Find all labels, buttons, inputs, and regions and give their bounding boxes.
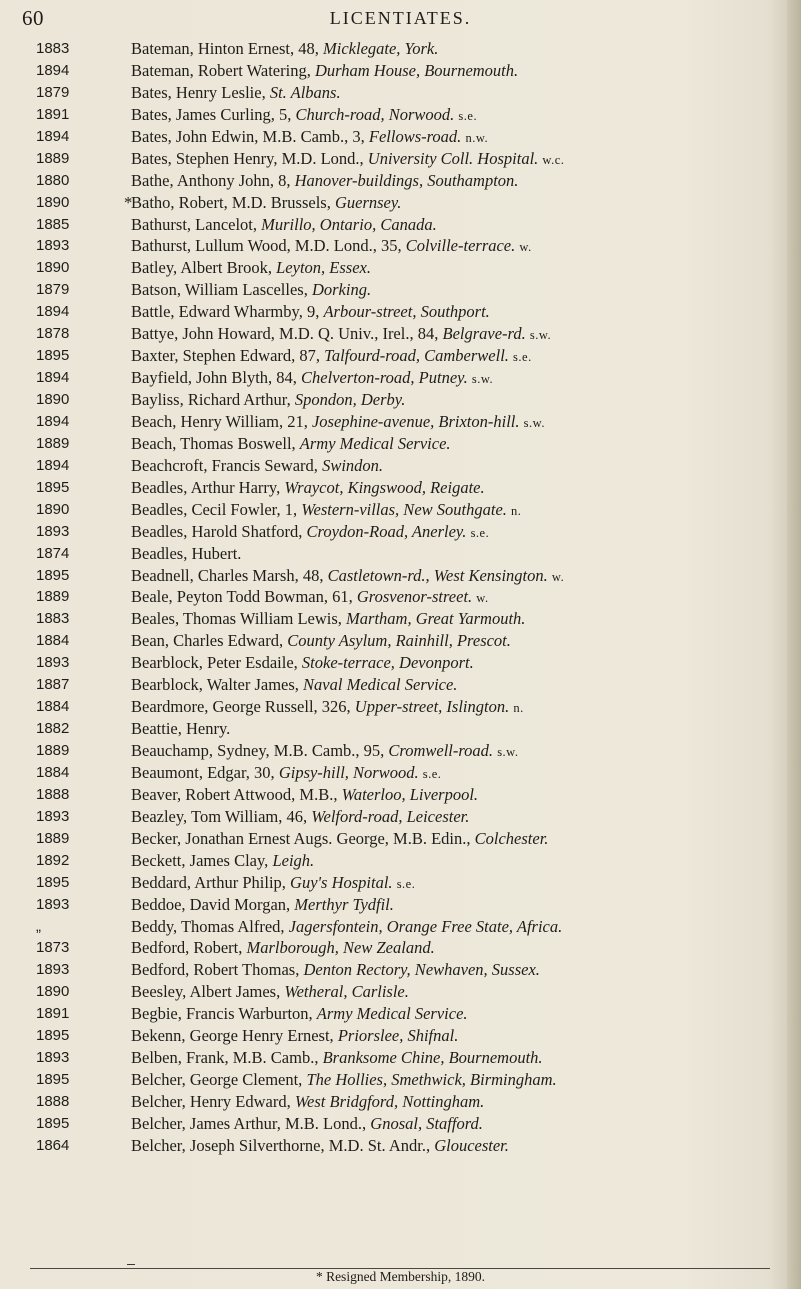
licentiate-address: Welford-road, Leicester. bbox=[311, 806, 470, 826]
list-item bbox=[0, 148, 790, 170]
list-item bbox=[0, 323, 790, 345]
postal-district: s.e. bbox=[422, 766, 442, 781]
entry-text bbox=[131, 762, 441, 786]
licentiate-address: The Hollies, Smethwick, Birmingham. bbox=[306, 1070, 557, 1090]
entry-text bbox=[131, 126, 488, 150]
licence-year: 1873 bbox=[36, 939, 70, 957]
entry-text bbox=[131, 543, 241, 565]
list-item bbox=[0, 543, 790, 565]
licentiate-address: Church-road, Norwood. bbox=[295, 104, 455, 124]
licentiate-name: Bates, John Edwin, M.B. Camb., 3, bbox=[131, 126, 369, 146]
licentiate-address: Army Medical Service. bbox=[316, 1004, 468, 1024]
licentiate-address: Josephine-avenue, Brixton-hill. bbox=[311, 411, 520, 431]
licentiate-name: Beadles, Arthur Harry, bbox=[131, 477, 285, 497]
licentiate-address: Spondon, Derby. bbox=[294, 390, 406, 409]
entry-text bbox=[131, 192, 401, 214]
licence-year: 1895 bbox=[36, 1027, 70, 1045]
entry-text bbox=[131, 1135, 509, 1157]
postal-district: s.e. bbox=[458, 108, 478, 123]
licentiate-name: Beach, Thomas Boswell, bbox=[131, 433, 300, 453]
licentiate-name: Battle, Edward Wharmby, 9, bbox=[131, 302, 324, 322]
licentiate-address: Merthyr Tydfil. bbox=[294, 894, 394, 914]
entry-text bbox=[131, 1069, 557, 1091]
list-item bbox=[0, 718, 790, 740]
list-item bbox=[0, 411, 790, 433]
licentiate-name: Beazley, Tom William, 46, bbox=[131, 806, 312, 826]
licentiate-name: Belcher, Joseph Silverthorne, M.D. St. Andr., bbox=[131, 1135, 435, 1155]
licentiate-name: Bates, Stephen Henry, M.D. Lond., bbox=[131, 148, 368, 168]
licence-year: 1880 bbox=[36, 171, 70, 189]
postal-district: s.w. bbox=[523, 415, 545, 430]
list-item bbox=[0, 674, 790, 696]
list-item bbox=[0, 828, 790, 850]
entry-text bbox=[131, 148, 564, 172]
licentiate-address: Martham, Great Yarmouth. bbox=[346, 609, 526, 629]
list-item bbox=[0, 301, 790, 323]
entry-text bbox=[131, 455, 383, 477]
licentiate-address: Croydon-Road, Anerley. bbox=[306, 521, 467, 541]
entry-text bbox=[131, 784, 478, 806]
licence-year: 1894 bbox=[36, 127, 70, 145]
entry-text bbox=[131, 937, 435, 959]
list-item bbox=[0, 126, 790, 148]
licentiate-address: Swindon. bbox=[322, 455, 384, 475]
licentiate-address: Belgrave-rd. bbox=[442, 324, 526, 344]
licence-year: 1891 bbox=[36, 105, 70, 123]
licence-year: 1874 bbox=[36, 544, 70, 562]
licentiate-address: Colville-terrace. bbox=[405, 236, 516, 256]
postal-district: n.w. bbox=[465, 130, 489, 145]
list-item bbox=[0, 389, 790, 411]
licence-year: 1890 bbox=[36, 259, 70, 277]
list-item bbox=[0, 60, 790, 82]
licence-year: 1883 bbox=[36, 40, 70, 57]
licence-year: 1878 bbox=[36, 325, 70, 343]
list-item bbox=[0, 455, 790, 477]
licentiate-address: Branksome Chine, Bournemouth. bbox=[322, 1048, 543, 1068]
licentiate-address: Guernsey. bbox=[334, 192, 402, 212]
list-item bbox=[0, 696, 790, 718]
postal-district: n. bbox=[513, 701, 524, 716]
licentiate-name: Bathe, Anthony John, 8, bbox=[131, 170, 295, 190]
list-item bbox=[0, 1135, 790, 1157]
list-item bbox=[0, 630, 790, 652]
licentiate-address: Micklegate, York. bbox=[323, 39, 439, 58]
licence-year: 1895 bbox=[36, 347, 70, 365]
licentiate-name: Bedford, Robert Thomas, bbox=[131, 960, 304, 980]
licentiate-name: Beardmore, George Russell, 326, bbox=[131, 697, 355, 717]
licentiate-name: Beachcroft, Francis Seward, bbox=[131, 455, 323, 475]
licentiate-name: Bateman, Robert Watering, bbox=[131, 60, 315, 80]
licentiate-address: County Asylum, Rainhill, Prescot. bbox=[287, 631, 511, 651]
licentiate-address: Arbour-street, Southport. bbox=[323, 302, 490, 322]
entry-text bbox=[131, 433, 451, 455]
list-item bbox=[0, 1113, 790, 1135]
licentiate-address: University Coll. Hospital. bbox=[367, 148, 539, 168]
list-item bbox=[0, 1025, 790, 1047]
licence-year: 1889 bbox=[36, 434, 70, 452]
licentiate-name: Belcher, Henry Edward, bbox=[131, 1092, 295, 1111]
licence-year: 1889 bbox=[36, 149, 70, 167]
list-item bbox=[0, 235, 790, 257]
licentiate-address: Gnosal, Stafford. bbox=[370, 1113, 483, 1133]
licentiate-name: Beales, Thomas William Lewis, bbox=[131, 609, 347, 629]
licentiate-address: Wetheral, Carlisle. bbox=[284, 982, 409, 1002]
licentiate-name: Belcher, James Arthur, M.B. Lond., bbox=[131, 1113, 371, 1133]
licence-year: 1879 bbox=[36, 281, 70, 299]
licentiate-name: Beddy, Thomas Alfred, bbox=[131, 916, 289, 936]
running-head: LICENTIATES. bbox=[329, 8, 472, 28]
entry-text bbox=[131, 38, 438, 60]
licence-year: 1884 bbox=[36, 763, 70, 781]
licence-year: 1893 bbox=[36, 807, 70, 825]
postal-district: w.c. bbox=[542, 152, 565, 167]
entry-text bbox=[131, 565, 564, 589]
licentiate-name: Becker, Jonathan Ernest Augs. George, M.B. Edin., bbox=[131, 828, 475, 848]
entry-text bbox=[131, 916, 562, 938]
entry-text bbox=[131, 257, 371, 279]
licentiate-address: Marlborough, New Zealand. bbox=[246, 938, 435, 958]
licence-year: „ bbox=[36, 917, 41, 935]
licence-year: 1892 bbox=[36, 851, 70, 869]
list-item bbox=[0, 959, 790, 981]
list-item bbox=[0, 521, 790, 543]
licence-year: 1888 bbox=[36, 1093, 70, 1110]
licence-year: 1893 bbox=[36, 1049, 70, 1067]
resigned-mark: * bbox=[124, 192, 133, 212]
licence-year: 1893 bbox=[36, 522, 70, 540]
licentiate-address: Waterloo, Liverpool. bbox=[341, 784, 479, 804]
list-item bbox=[0, 192, 790, 214]
list-item bbox=[0, 850, 790, 872]
list-item bbox=[0, 784, 790, 806]
licentiate-name: Belcher, George Clement, bbox=[131, 1070, 307, 1090]
licence-year: 1893 bbox=[36, 237, 70, 255]
licence-year: 1890 bbox=[36, 983, 70, 1001]
entry-text bbox=[131, 586, 489, 610]
licentiate-name: Begbie, Francis Warburton, bbox=[131, 1004, 317, 1024]
entry-text bbox=[131, 1113, 483, 1135]
list-item bbox=[0, 82, 790, 104]
licence-year: 1885 bbox=[36, 215, 70, 233]
entry-text bbox=[131, 170, 518, 192]
postal-district: s.w. bbox=[497, 745, 519, 759]
entry-text bbox=[131, 1025, 458, 1047]
licentiate-address: West Bridgford, Nottingham. bbox=[294, 1092, 485, 1111]
list-item bbox=[0, 806, 790, 828]
licence-year: 1884 bbox=[36, 632, 70, 650]
licentiate-name: Beattie, Henry. bbox=[131, 719, 231, 739]
list-item bbox=[0, 433, 790, 455]
entry-text bbox=[131, 367, 493, 391]
list-item bbox=[0, 257, 790, 279]
entry-text bbox=[131, 499, 521, 523]
licence-year: 1893 bbox=[36, 895, 70, 913]
licentiate-name: Baxter, Stephen Edward, 87, bbox=[131, 346, 325, 366]
licentiate-name: Beale, Peyton Todd Bowman, 61, bbox=[131, 587, 357, 607]
licentiate-address: Leyton, Essex. bbox=[276, 258, 371, 278]
licentiate-name: Beesley, Albert James, bbox=[131, 982, 285, 1002]
list-item bbox=[0, 981, 790, 1003]
licence-year: 1889 bbox=[36, 742, 70, 759]
entry-text bbox=[131, 279, 371, 301]
licentiate-address: Colchester. bbox=[474, 828, 549, 848]
licentiate-name: Beauchamp, Sydney, M.B. Camb., 95, bbox=[131, 741, 389, 760]
licentiate-name: Bayfield, John Blyth, 84, bbox=[131, 368, 302, 388]
licence-year: 1894 bbox=[36, 61, 70, 79]
entry-text bbox=[131, 477, 485, 499]
licentiate-address: St. Albans. bbox=[269, 82, 341, 102]
list-item bbox=[0, 1003, 790, 1025]
licentiate-name: Batho, Robert, M.D. Brussels, bbox=[131, 192, 335, 212]
licentiate-name: Beaumont, Edgar, 30, bbox=[131, 762, 279, 782]
list-item bbox=[0, 1091, 790, 1113]
list-item bbox=[0, 608, 790, 630]
licence-year: 1895 bbox=[36, 873, 70, 891]
licentiate-name: Bates, Henry Leslie, bbox=[131, 82, 270, 102]
licentiate-name: Battye, John Howard, M.D. Q. Univ., Irel., 84, bbox=[131, 324, 443, 344]
licentiate-name: Beckett, James Clay, bbox=[131, 850, 273, 870]
list-item bbox=[0, 1069, 790, 1091]
licence-year: 1891 bbox=[36, 1005, 70, 1023]
list-item bbox=[0, 1047, 790, 1069]
licentiate-address: Stoke-terrace, Devonport. bbox=[301, 653, 474, 673]
licence-year: 1884 bbox=[36, 698, 70, 716]
licentiate-name: Bathurst, Lancelot, bbox=[131, 214, 262, 234]
list-item bbox=[0, 894, 790, 916]
licence-year: 1883 bbox=[36, 610, 70, 628]
licentiate-name: Belben, Frank, M.B. Camb., bbox=[131, 1048, 323, 1068]
licentiate-address: Jagersfontein, Orange Free State, Africa. bbox=[288, 916, 563, 936]
entry-text bbox=[131, 696, 524, 720]
entry-text bbox=[131, 959, 540, 981]
licentiate-name: Beadles, Hubert. bbox=[131, 543, 242, 563]
entry-text bbox=[131, 301, 490, 323]
list-item bbox=[0, 214, 790, 236]
licentiate-address: Priorslee, Shifnal. bbox=[337, 1026, 459, 1046]
postal-district: w. bbox=[551, 569, 565, 584]
licence-year: 1895 bbox=[36, 1114, 70, 1132]
list-item bbox=[0, 586, 790, 608]
entry-text bbox=[131, 235, 532, 259]
licence-year: 1894 bbox=[36, 456, 70, 474]
postal-district: w. bbox=[519, 240, 532, 255]
licentiate-address: Denton Rectory, Newhaven, Sussex. bbox=[303, 960, 540, 980]
entry-text bbox=[131, 718, 230, 740]
list-item bbox=[0, 565, 790, 587]
licentiate-name: Bates, James Curling, 5, bbox=[131, 104, 296, 124]
licence-year: 1890 bbox=[36, 391, 70, 408]
list-item bbox=[0, 367, 790, 389]
list-item bbox=[0, 104, 790, 126]
entry-text bbox=[131, 411, 545, 435]
entry-text bbox=[131, 323, 551, 347]
entry-text bbox=[131, 345, 532, 369]
licentiate-address: Grosvenor-street. bbox=[356, 587, 473, 607]
licentiate-name: Bekenn, George Henry Ernest, bbox=[131, 1026, 338, 1046]
licentiates-list bbox=[0, 38, 790, 1157]
entry-text bbox=[131, 740, 519, 764]
licentiate-address: Durham House, Bournemouth. bbox=[314, 60, 519, 80]
entry-text bbox=[131, 1003, 468, 1025]
postal-district: w. bbox=[476, 591, 489, 606]
entry-text bbox=[131, 652, 474, 674]
licence-year: 1889 bbox=[36, 829, 70, 847]
licentiate-name: Beaver, Robert Attwood, M.B., bbox=[131, 784, 342, 804]
licentiate-name: Beadles, Harold Shatford, bbox=[131, 521, 307, 541]
postal-district: s.w. bbox=[529, 328, 552, 343]
postal-district: n. bbox=[511, 503, 522, 518]
list-item bbox=[0, 652, 790, 674]
licentiate-name: Beadnell, Charles Marsh, 48, bbox=[131, 565, 328, 585]
licentiate-name: Beddard, Arthur Philip, bbox=[131, 872, 291, 892]
licentiate-name: Beddoe, David Morgan, bbox=[131, 894, 295, 914]
licentiate-name: Beach, Henry William, 21, bbox=[131, 411, 312, 431]
licentiate-name: Bathurst, Lullum Wood, M.D. Lond., 35, bbox=[131, 236, 406, 256]
licence-year: 1864 bbox=[36, 1136, 70, 1154]
list-item bbox=[0, 499, 790, 521]
entry-text bbox=[131, 214, 437, 236]
licentiate-address: Upper-street, Islington. bbox=[354, 697, 510, 717]
footnote: * Resigned Membership, 1890. bbox=[315, 1269, 486, 1284]
list-item bbox=[0, 170, 790, 192]
entry-text bbox=[131, 872, 415, 896]
postal-district: s.e. bbox=[513, 350, 532, 365]
licence-year: 1879 bbox=[36, 83, 70, 101]
licence-year: 1894 bbox=[36, 369, 70, 387]
licence-year: 1894 bbox=[36, 412, 70, 430]
licentiate-address: Gloucester. bbox=[434, 1135, 509, 1155]
licence-year: 1894 bbox=[36, 303, 70, 321]
entry-text bbox=[131, 674, 457, 696]
entry-text bbox=[131, 806, 469, 828]
licentiate-address: Murillo, Ontario, Canada. bbox=[261, 214, 437, 234]
licentiate-name: Beadles, Cecil Fowler, 1, bbox=[131, 499, 302, 519]
licence-year: 1888 bbox=[36, 785, 70, 803]
postal-district: s.e. bbox=[470, 525, 490, 540]
licentiate-address: Talfourd-road, Camberwell. bbox=[324, 346, 509, 366]
entry-text bbox=[131, 828, 548, 850]
entry-text bbox=[131, 894, 394, 916]
list-item bbox=[0, 477, 790, 499]
licence-year: 1890 bbox=[36, 193, 70, 211]
licence-year: 1895 bbox=[36, 1071, 70, 1089]
licentiate-address: Castletown-rd., West Kensington. bbox=[327, 565, 548, 585]
licentiate-name: Batson, William Lascelles, bbox=[131, 280, 312, 300]
licentiate-address: Hanover-buildings, Southampton. bbox=[294, 170, 519, 190]
licentiate-address: Chelverton-road, Putney. bbox=[301, 368, 468, 388]
licentiate-address: Western-villas, New Southgate. bbox=[301, 499, 507, 519]
licence-year: 1895 bbox=[36, 566, 70, 584]
licentiate-address: Guy's Hospital. bbox=[290, 872, 393, 892]
page-number: 60 bbox=[22, 6, 44, 30]
list-end-rule bbox=[127, 1264, 135, 1265]
licence-year: 1893 bbox=[36, 961, 70, 979]
licence-year: 1893 bbox=[36, 654, 70, 672]
licentiate-name: Batley, Albert Brook, bbox=[131, 258, 277, 278]
licence-year: 1895 bbox=[36, 478, 70, 496]
entry-text bbox=[131, 521, 489, 545]
entry-text bbox=[131, 630, 511, 652]
list-item bbox=[0, 916, 790, 938]
licentiate-name: Bean, Charles Edward, bbox=[131, 631, 288, 651]
entry-text bbox=[131, 981, 409, 1003]
entry-text bbox=[131, 389, 405, 411]
entry-text bbox=[131, 60, 518, 82]
licence-year: 1890 bbox=[36, 500, 70, 518]
licence-year: 1882 bbox=[36, 720, 70, 738]
list-item bbox=[0, 762, 790, 784]
licence-year: 1889 bbox=[36, 588, 70, 606]
list-item bbox=[0, 872, 790, 894]
licentiate-address: Cromwell-road. bbox=[388, 741, 494, 760]
list-item bbox=[0, 279, 790, 301]
licentiate-address: Naval Medical Service. bbox=[303, 675, 458, 695]
licentiate-name: Bedford, Robert, bbox=[131, 938, 247, 958]
entry-text bbox=[131, 82, 341, 104]
licentiate-address: Dorking. bbox=[311, 280, 372, 300]
licentiate-name: Bearblock, Walter James, bbox=[131, 675, 304, 695]
list-item bbox=[0, 38, 790, 60]
licentiate-address: Leigh. bbox=[272, 850, 315, 870]
postal-district: s.e. bbox=[396, 876, 416, 891]
entry-text bbox=[131, 850, 314, 872]
postal-district: s.w. bbox=[471, 372, 494, 387]
licentiate-name: Bearblock, Peter Esdaile, bbox=[131, 653, 302, 673]
licentiate-address: Gipsy-hill, Norwood. bbox=[278, 762, 419, 782]
entry-text bbox=[131, 1091, 484, 1113]
list-item bbox=[0, 345, 790, 367]
entry-text bbox=[131, 104, 477, 128]
licentiate-address: Wraycot, Kingswood, Reigate. bbox=[284, 477, 485, 497]
list-item bbox=[0, 740, 790, 762]
list-item bbox=[0, 937, 790, 959]
licentiate-address: Fellows-road. bbox=[368, 126, 462, 146]
licentiate-name: Bayliss, Richard Arthur, bbox=[131, 390, 295, 409]
licentiate-name: Bateman, Hinton Ernest, 48, bbox=[131, 39, 324, 58]
licence-year: 1887 bbox=[36, 676, 70, 694]
licentiate-address: Army Medical Service. bbox=[299, 433, 451, 453]
entry-text bbox=[131, 608, 525, 630]
entry-text bbox=[131, 1047, 543, 1069]
